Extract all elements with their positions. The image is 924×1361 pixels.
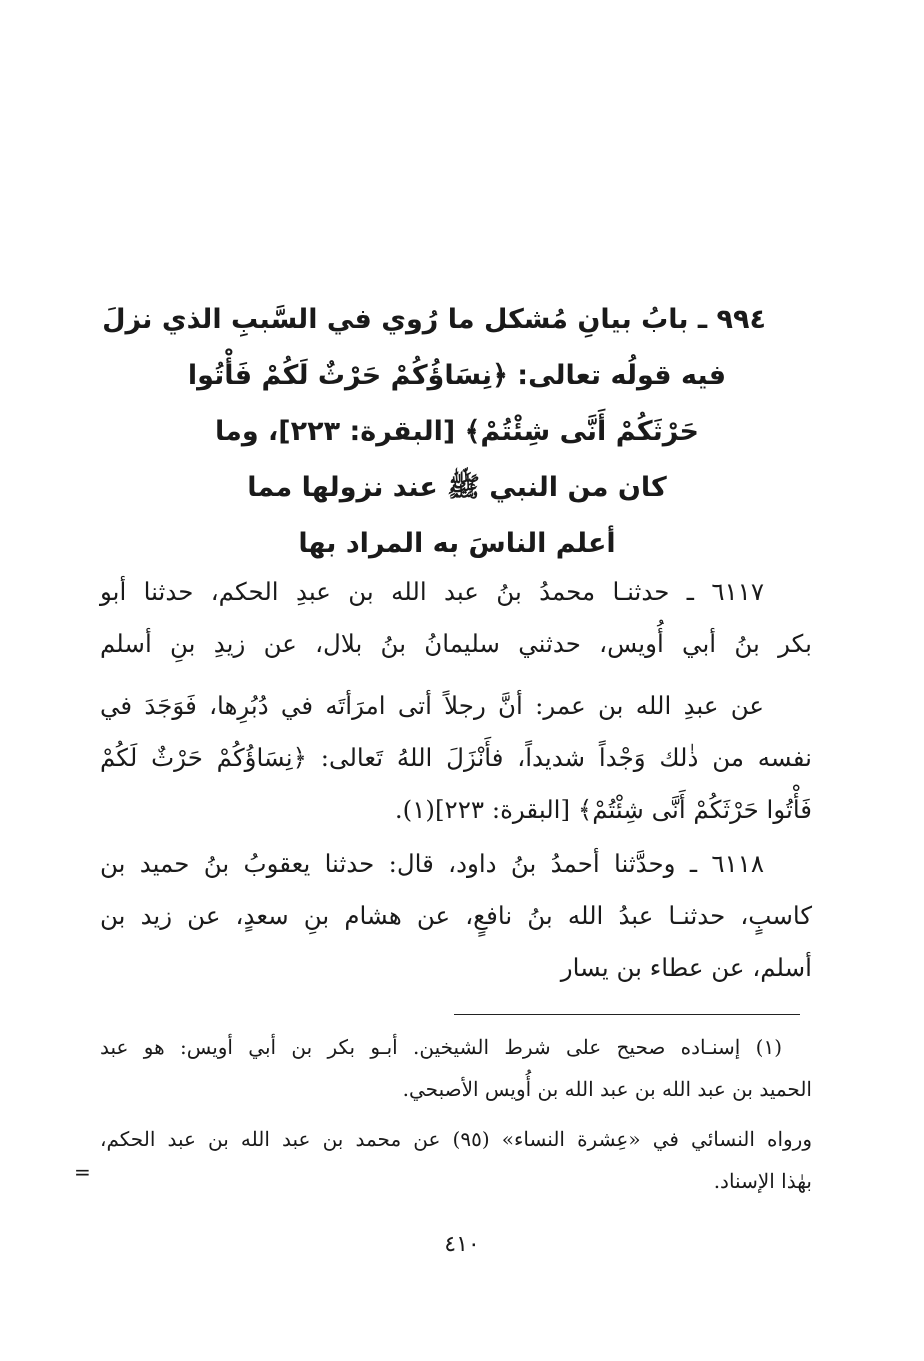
heading-line: أعلم الناسَ به المراد بها (298, 528, 616, 559)
footnotes (100, 1026, 812, 1202)
footnote-line: الحميد بن عبد الله بن عبد الله بن أُويس الأصبحي. (402, 1077, 812, 1101)
footnote-line: (١) إسنـاده صحيح على شرط الشيخين. أبـو بكر بن أبي أويس: هو عبد (100, 1035, 782, 1059)
text-line: نفسه من ذٰلك وَجْداً شديداً، فأَنْزَلَ اللهُ تَعالى: ﴿نِسَاؤُكُمْ حَرْثٌ لَكُمْ (100, 743, 812, 772)
heading-line: ٩٩٤ ـ بابُ بيانِ مُشكل ما رُوي في السَّببِ الذي نزلَ (102, 304, 766, 335)
text-line: ٦١١٧ ـ حدثنـا محمدُ بنُ عبد الله بن عبدِ الحكم، حدثنا أبو (100, 577, 764, 606)
text-line: بكر بنُ أبي أُويس، حدثني سليمانُ بنُ بلال، عن زيدِ بنِ أسلم (100, 629, 812, 658)
text-line: ٦١١٨ ـ وحدَّثنا أحمدُ بنُ داود، قال: حدثنا يعقوبُ بنُ حميد بن (100, 849, 764, 878)
footnote-separator (454, 1014, 800, 1015)
page-number: ٤١٠ (444, 1232, 480, 1257)
text-line: أسلم، عن عطاء بن يسار (560, 953, 812, 982)
hadith-6118 (100, 838, 812, 994)
chapter-heading (100, 292, 814, 572)
hadith-6117-isnad (100, 566, 812, 670)
hadith-6117-matn (100, 680, 812, 836)
heading-line: حَرْثَكُمْ أَنَّى شِئْتُمْ﴾ [البقرة: ٢٢٣]، وما (215, 416, 699, 447)
text-line: فَأْتُوا حَرْثَكُمْ أَنَّى شِئْتُمْ﴾ [البقرة: ٢٢٣](١). (394, 795, 812, 824)
continuation-mark: = (74, 1160, 91, 1184)
footnote-line: ورواه النسائي في «عِشرة النساء» (٩٥) عن محمد بن عبد الله بن عبد الحكم، (100, 1127, 812, 1151)
text-line: عن عبدِ الله بن عمر: أنَّ رجلاً أتى امرَأتَه في دُبُرِها، فَوَجَدَ في (100, 691, 764, 720)
heading-line: كان من النبي ﷺ عند نزولها مما (247, 472, 667, 503)
heading-line: فيه قولُه تعالى: ﴿نِسَاؤُكُمْ حَرْثٌ لَكُمْ فَأْتُوا (187, 360, 727, 391)
footnote-line: بهٰذا الإسناد. (713, 1169, 812, 1193)
text-line: كاسبٍ، حدثنـا عبدُ الله بنُ نافعٍ، عن هشام بنِ سعدٍ، عن زيد بن (100, 901, 812, 930)
